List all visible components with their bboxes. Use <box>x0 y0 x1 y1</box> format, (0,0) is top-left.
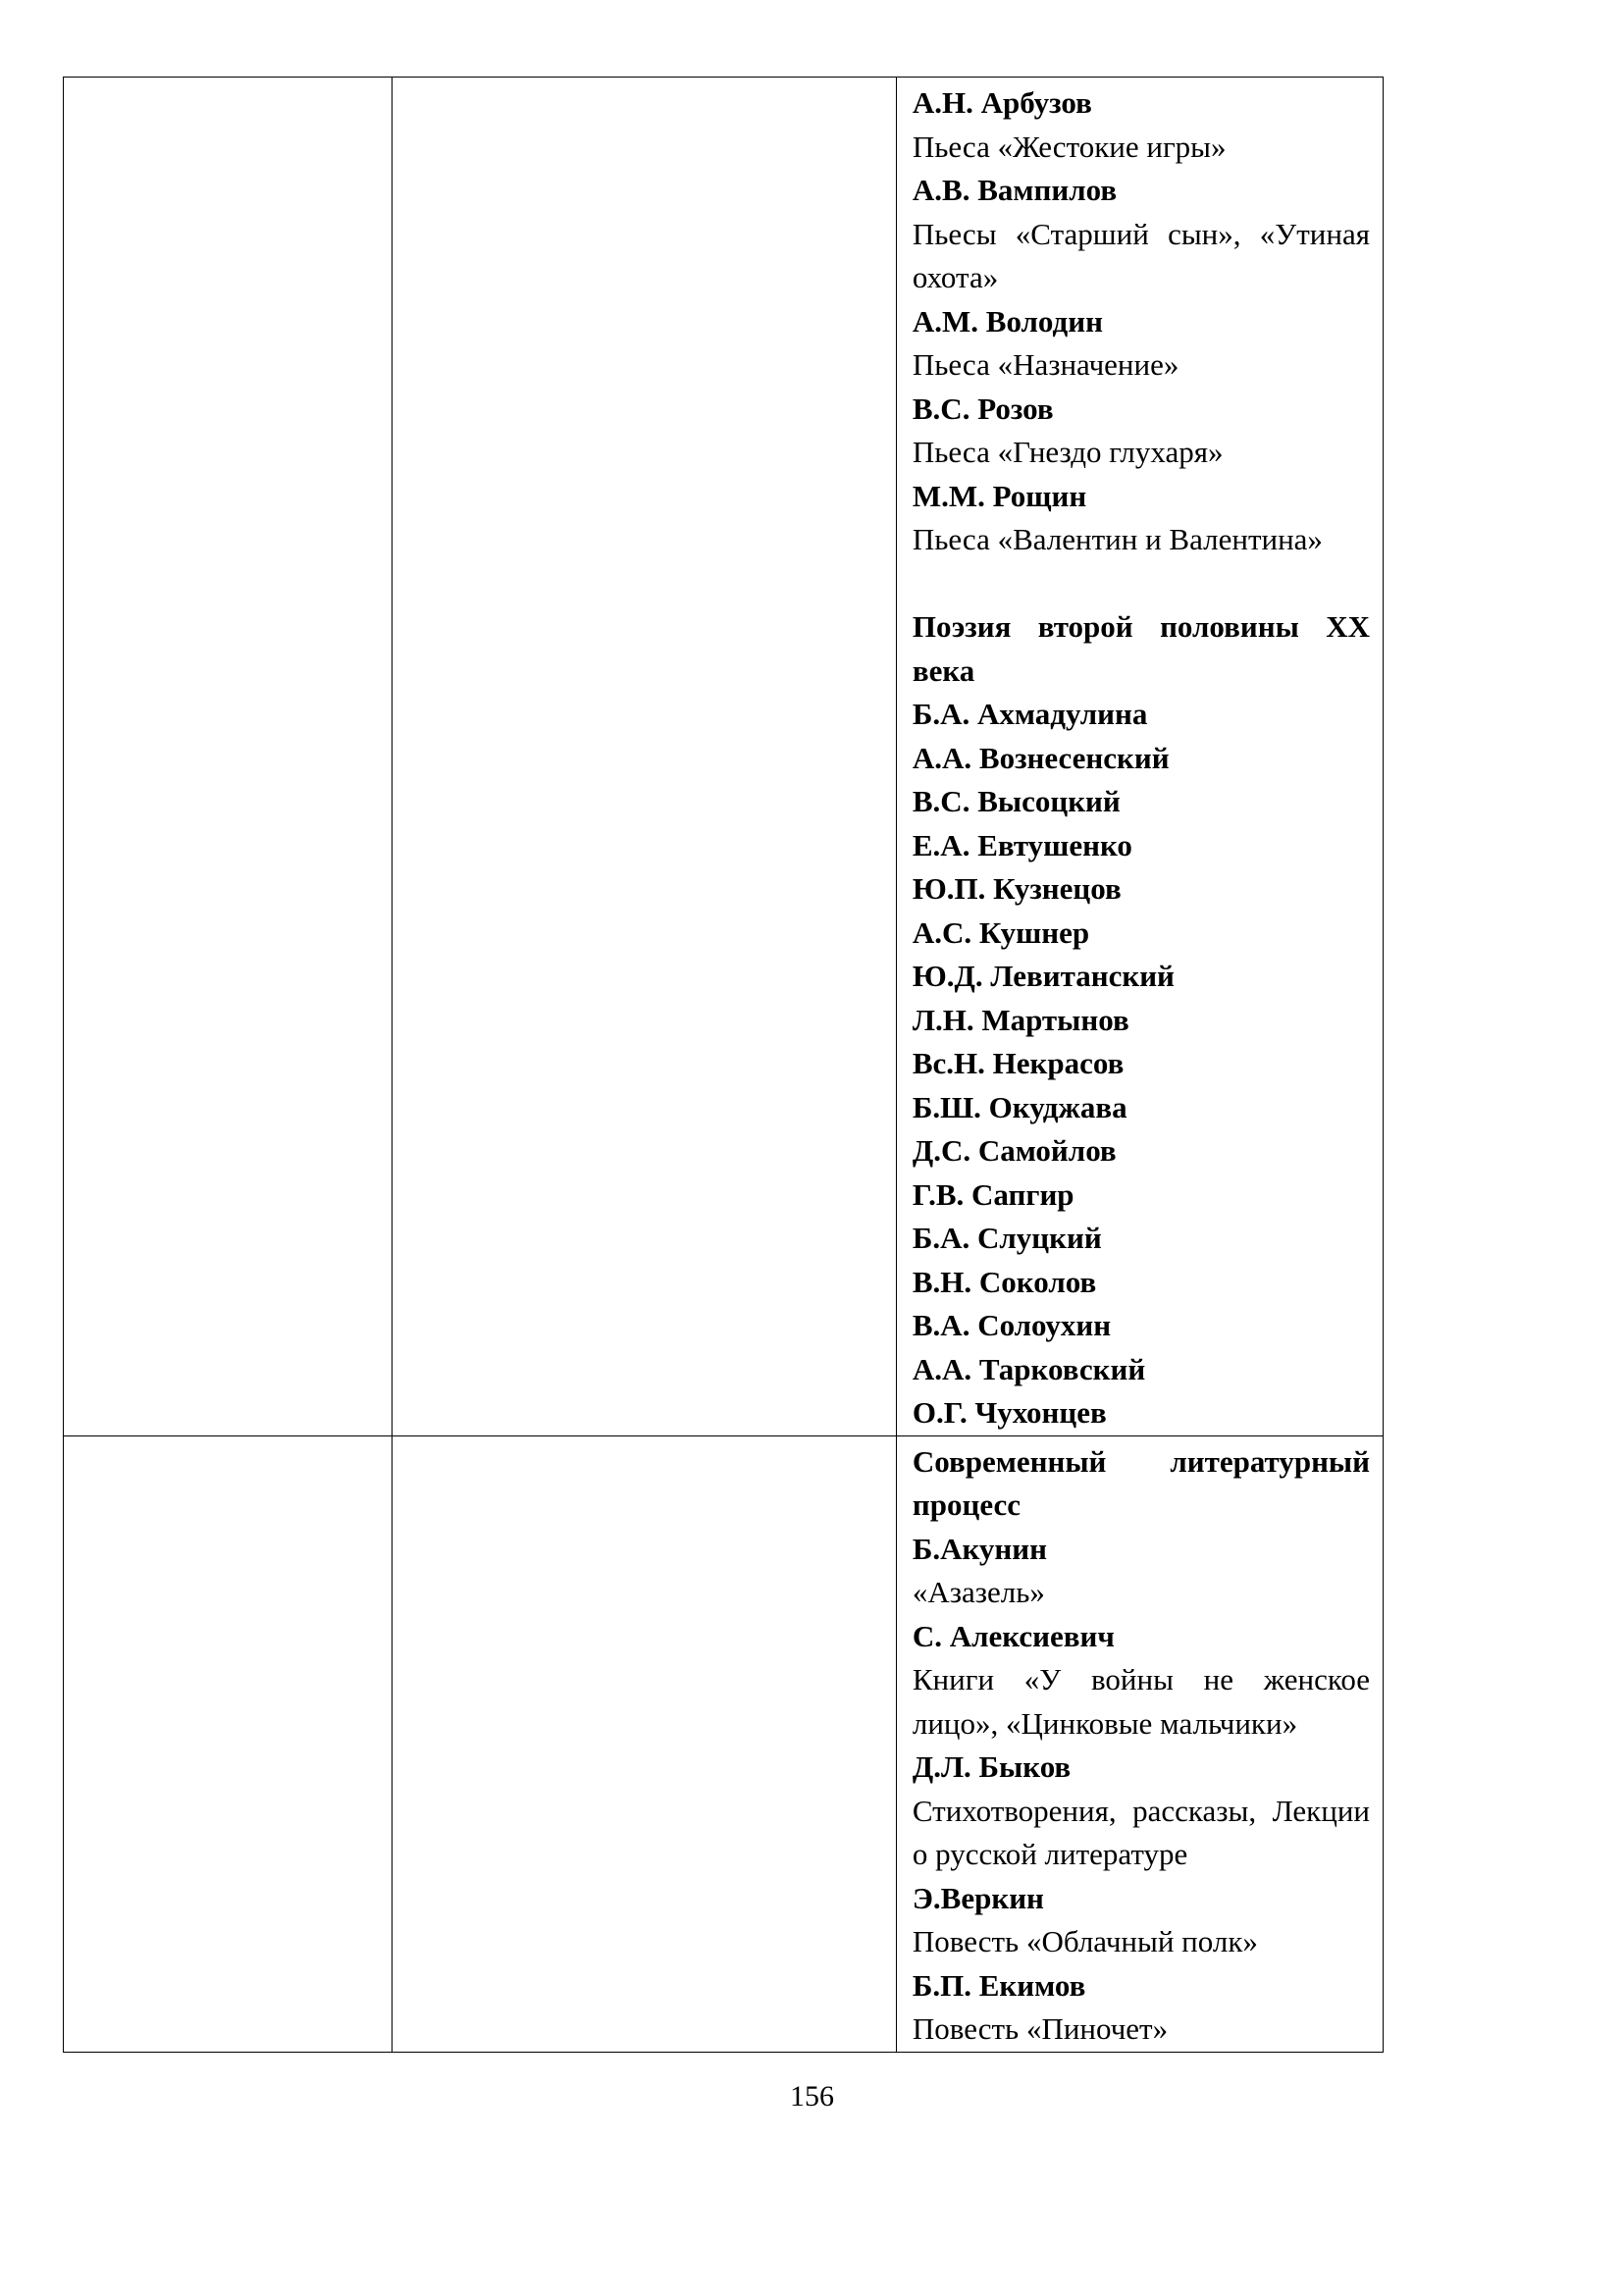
author-name: О.Г. Чухонцев <box>912 1395 1107 1430</box>
author-name: А.М. Володин <box>912 303 1103 339</box>
work-title: «Азазель» <box>912 1575 1045 1609</box>
author-name: А.С. Кушнер <box>912 914 1090 950</box>
author-name: Е.А. Евтушенко <box>912 827 1132 862</box>
table-cell-empty <box>392 1435 896 2052</box>
author-name: Б.А. Ахмадулина <box>912 697 1148 731</box>
author-name: Б.П. Екимов <box>912 1967 1086 2003</box>
author-name: Б.Ш. Окуджава <box>912 1089 1127 1124</box>
work-title: Стихотворения, рассказы, Лекции о русской литературе <box>912 1793 1370 1871</box>
work-title: Книги «У войны не женское лицо», «Цинковые мальчики» <box>912 1662 1370 1741</box>
work-title: Повесть «Пиночет» <box>912 2011 1169 2046</box>
author-name: Б.А. Слуцкий <box>912 1221 1102 1255</box>
work-title: Пьесы «Старший сын», «Утиная охота» <box>912 216 1370 294</box>
table-cell-empty <box>64 78 393 1436</box>
work-title: Пьеса «Жестокие игры» <box>912 129 1227 164</box>
section-heading: Поэзия второй половины XX века <box>912 609 1370 688</box>
author-name: Э.Веркин <box>912 1880 1044 1915</box>
author-name: Вс.Н. Некрасов <box>912 1046 1125 1080</box>
page-number: 156 <box>790 2080 834 2112</box>
table-row <box>64 78 1384 1436</box>
author-name: В.А. Солоухин <box>912 1308 1112 1342</box>
author-name: М.М. Рощин <box>912 478 1087 513</box>
work-title: Пьеса «Назначение» <box>912 347 1179 382</box>
author-name: С. Алексиевич <box>912 1618 1115 1653</box>
document-table <box>63 77 1384 2053</box>
author-name: Л.Н. Мартынов <box>912 1002 1129 1037</box>
section-heading: Современный литературный процесс <box>912 1443 1370 1522</box>
cell-text-block <box>897 78 1383 1435</box>
author-name: В.С. Высоцкий <box>912 784 1121 818</box>
author-name: А.А. Вознесенский <box>912 740 1170 775</box>
author-name: А.А. Тарковский <box>912 1351 1146 1386</box>
author-name: А.Н. Арбузов <box>912 85 1092 120</box>
author-name: Б.Акунин <box>912 1531 1048 1566</box>
cell-text-block <box>897 1436 1383 2052</box>
work-title: Пьеса «Валентин и Валентина» <box>912 522 1323 556</box>
author-name: Г.В. Сапгир <box>912 1176 1074 1212</box>
work-title: Пьеса «Гнездо глухаря» <box>912 435 1224 469</box>
blank-line <box>913 562 1370 606</box>
author-name: Ю.П. Кузнецов <box>912 871 1122 906</box>
table-cell-empty <box>64 1435 393 2052</box>
author-name: В.Н. Соколов <box>912 1264 1097 1299</box>
author-name: Д.С. Самойлов <box>912 1133 1117 1168</box>
work-title: Повесть «Облачный полк» <box>912 1924 1258 1958</box>
author-name: Д.Л. Быков <box>912 1749 1072 1784</box>
author-name: В.С. Розов <box>912 391 1054 426</box>
table-row <box>64 1435 1384 2052</box>
author-name: А.В. Вампилов <box>912 173 1118 207</box>
table-cell-empty <box>392 78 896 1436</box>
author-name: Ю.Д. Левитанский <box>912 959 1175 993</box>
table-cell-content <box>896 1435 1383 2052</box>
table-cell-content <box>896 78 1383 1436</box>
